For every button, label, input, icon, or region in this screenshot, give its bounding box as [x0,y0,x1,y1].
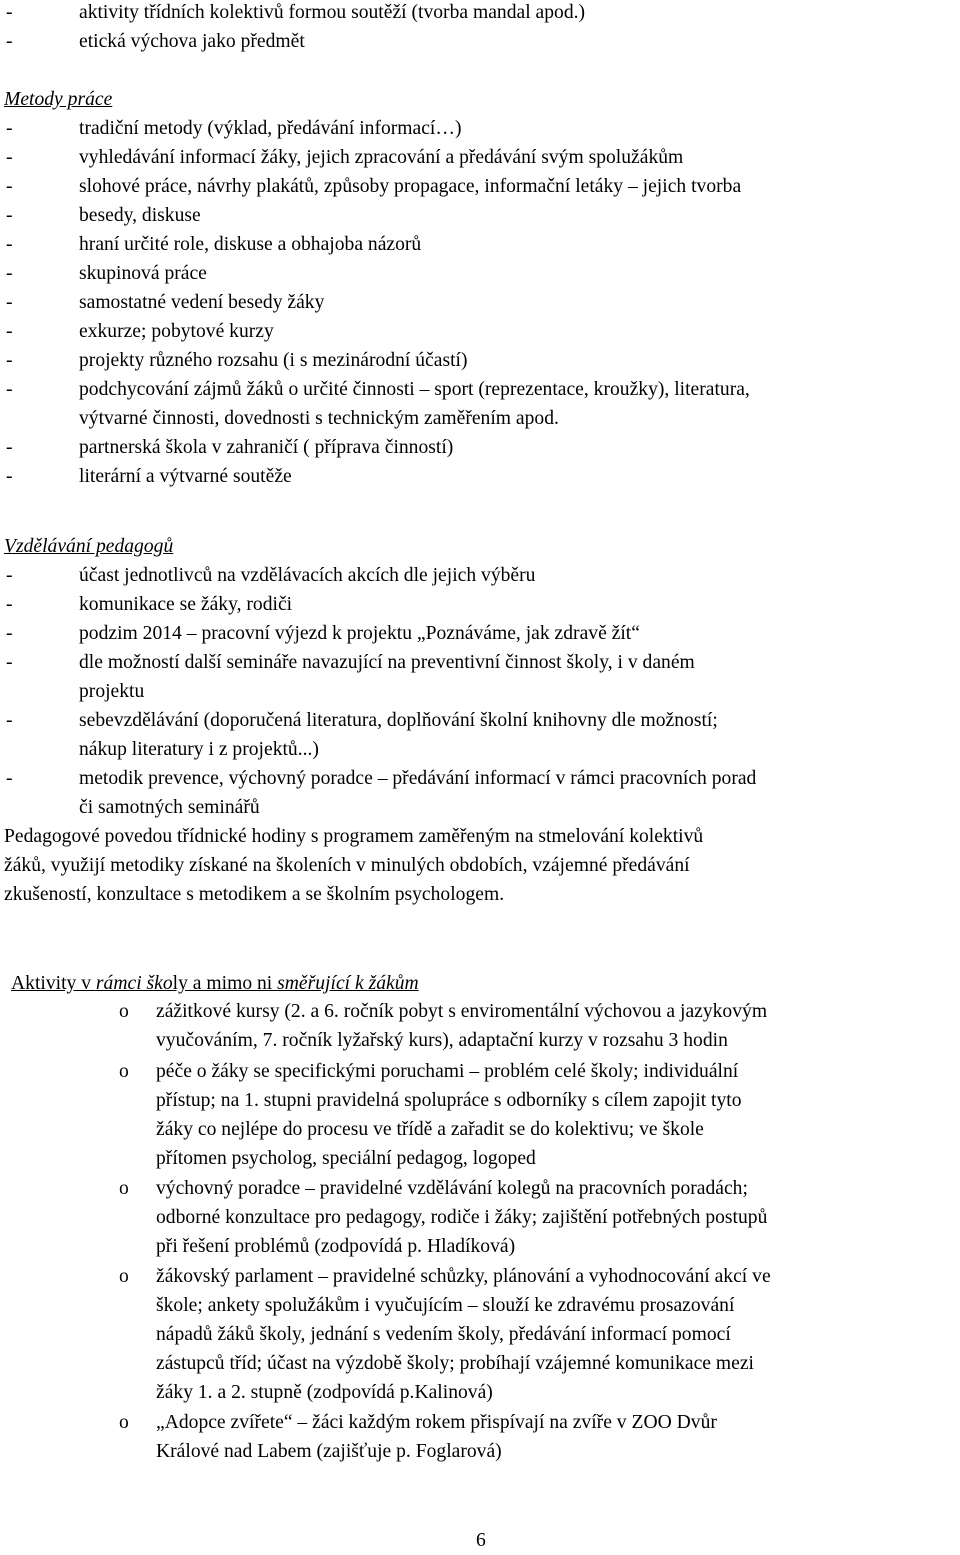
list-item-continuation: nápadů žáků školy, jednání s vedením školy, předávání informací pomocí [156,1324,731,1345]
list-dash: - [6,147,13,168]
section-heading-vzdelavani: Vzdělávání pedagogů [4,536,174,557]
list-dash: - [6,710,13,731]
heading-part: směřující k žákům [277,973,419,994]
list-item-continuation: či samotných seminářů [79,797,260,818]
list-dash: - [6,118,13,139]
section-heading-aktivity [11,969,419,998]
list-item: podchycování zájmů žáků o určité činnosti – sport (reprezentace, kroužky), literatura, [79,379,750,400]
list-item: skupinová práce [79,263,207,284]
list-bullet: o [119,1266,129,1287]
list-item: podzim 2014 – pracovní výjezd k projektu „Poznáváme, jak zdravě žít“ [79,623,640,644]
list-item-continuation: zástupců tříd; účast na výzdobě školy; probíhají vzájemné komunikace mezi [156,1353,754,1374]
section-heading-metody: Metody práce [4,89,113,110]
list-item: samostatné vedení besedy žáky [79,292,325,313]
list-item-continuation: vyučováním, 7. ročník lyžařský kurs), adaptační kurzy v rozsahu 3 hodin [156,1030,728,1051]
list-dash: - [6,205,13,226]
heading-part: Aktivity v [11,973,96,994]
list-dash: - [6,2,13,23]
list-item: sebevzdělávání (doporučená literatura, doplňování školní knihovny dle možností; [79,710,718,731]
list-item: exkurze; pobytové kurzy [79,321,274,342]
list-item-continuation: žáky co nejlépe do procesu ve třídě a zařadit se do kolektivu; ve škole [156,1119,704,1140]
list-dash: - [6,768,13,789]
list-item: partnerská škola v zahraničí ( příprava činností) [79,437,454,458]
list-bullet: o [119,1001,129,1022]
list-dash: - [6,350,13,371]
list-item: vyhledávání informací žáky, jejich zpracování a předávání svým spolužákům [79,147,684,168]
list-dash: - [6,263,13,284]
list-dash: - [6,652,13,673]
list-item-continuation: přítomen psycholog, speciální pedagog, logoped [156,1148,536,1169]
list-item: metodik prevence, výchovný poradce – předávání informací v rámci pracovních porad [79,768,757,789]
list-dash: - [6,31,13,52]
list-dash: - [6,565,13,586]
list-item: literární a výtvarné soutěže [79,466,292,487]
list-item: tradiční metody (výklad, předávání informací…) [79,118,462,139]
list-item: aktivity třídních kolektivů formou soutěží (tvorba mandal apod.) [79,2,586,23]
list-item-continuation: projektu [79,681,145,702]
list-item-continuation: přístup; na 1. stupni pravidelná spolupráce s odborníky s cílem zapojit tyto [156,1090,742,1111]
list-item-continuation: nákup literatury i z projektů...) [79,739,319,760]
list-item: hraní určité role, diskuse a obhajoba názorů [79,234,422,255]
list-item: besedy, diskuse [79,205,201,226]
list-dash: - [6,176,13,197]
list-item-continuation: při řešení problémů (zodpovídá p. Hladíková) [156,1236,516,1257]
list-dash: - [6,623,13,644]
list-dash: - [6,321,13,342]
list-item: zážitkové kursy (2. a 6. ročník pobyt s enviromentální výchovou a jazykovým [156,1001,768,1022]
list-item-continuation: výtvarné činnosti, dovednosti s technickým zaměřením apod. [79,408,559,429]
heading-part: rámci ško [95,973,173,994]
list-bullet: o [119,1061,129,1082]
list-item-continuation: žáky 1. a 2. stupně (zodpovídá p.Kalinová) [156,1382,493,1403]
list-dash: - [6,437,13,458]
paragraph-line: Pedagogové povedou třídnické hodiny s programem zaměřeným na stmelování kolektivů [4,826,704,847]
list-bullet: o [119,1412,129,1433]
list-item: dle možností další semináře navazující na preventivní činnost školy, i v daném [79,652,695,673]
list-item: výchovný poradce – pravidelné vzdělávání kolegů na pracovních poradách; [156,1178,748,1199]
page-number: 6 [476,1530,486,1551]
list-dash: - [6,234,13,255]
list-item-continuation: odborné konzultace pro pedagogy, rodiče i žáky; zajištění potřebných postupů [156,1207,768,1228]
list-bullet: o [119,1178,129,1199]
list-item: účast jednotlivců na vzdělávacích akcích dle jejich výběru [79,565,536,586]
paragraph-line: žáků, využijí metodiky získané na školeních v minulých obdobích, vzájemné předávání [4,855,690,876]
list-item-continuation: Králové nad Labem (zajišťuje p. Foglarová) [156,1441,502,1462]
list-item: péče o žáky se specifickými poruchami – problém celé školy; individuální [156,1061,739,1082]
list-item: projekty různého rozsahu (i s mezinárodní účastí) [79,350,468,371]
list-item: slohové práce, návrhy plakátů, způsoby propagace, informační letáky – jejich tvorba [79,176,742,197]
list-item: žákovský parlament – pravidelné schůzky, plánování a vyhodnocování akcí ve [156,1266,771,1287]
list-item: etická výchova jako předmět [79,31,305,52]
list-item: „Adopce zvířete“ – žáci každým rokem přispívají na zvíře v ZOO Dvůr [156,1412,717,1433]
list-dash: - [6,594,13,615]
list-item-continuation: škole; ankety spolužákům i vyučujícím – slouží ke zdravému prosazování [156,1295,735,1316]
list-dash: - [6,379,13,400]
heading-part: ly a mimo ni [172,973,278,994]
list-dash: - [6,466,13,487]
list-item: komunikace se žáky, rodiči [79,594,293,615]
list-dash: - [6,292,13,313]
paragraph-line: zkušeností, konzultace s metodikem a se školním psychologem. [4,884,505,905]
